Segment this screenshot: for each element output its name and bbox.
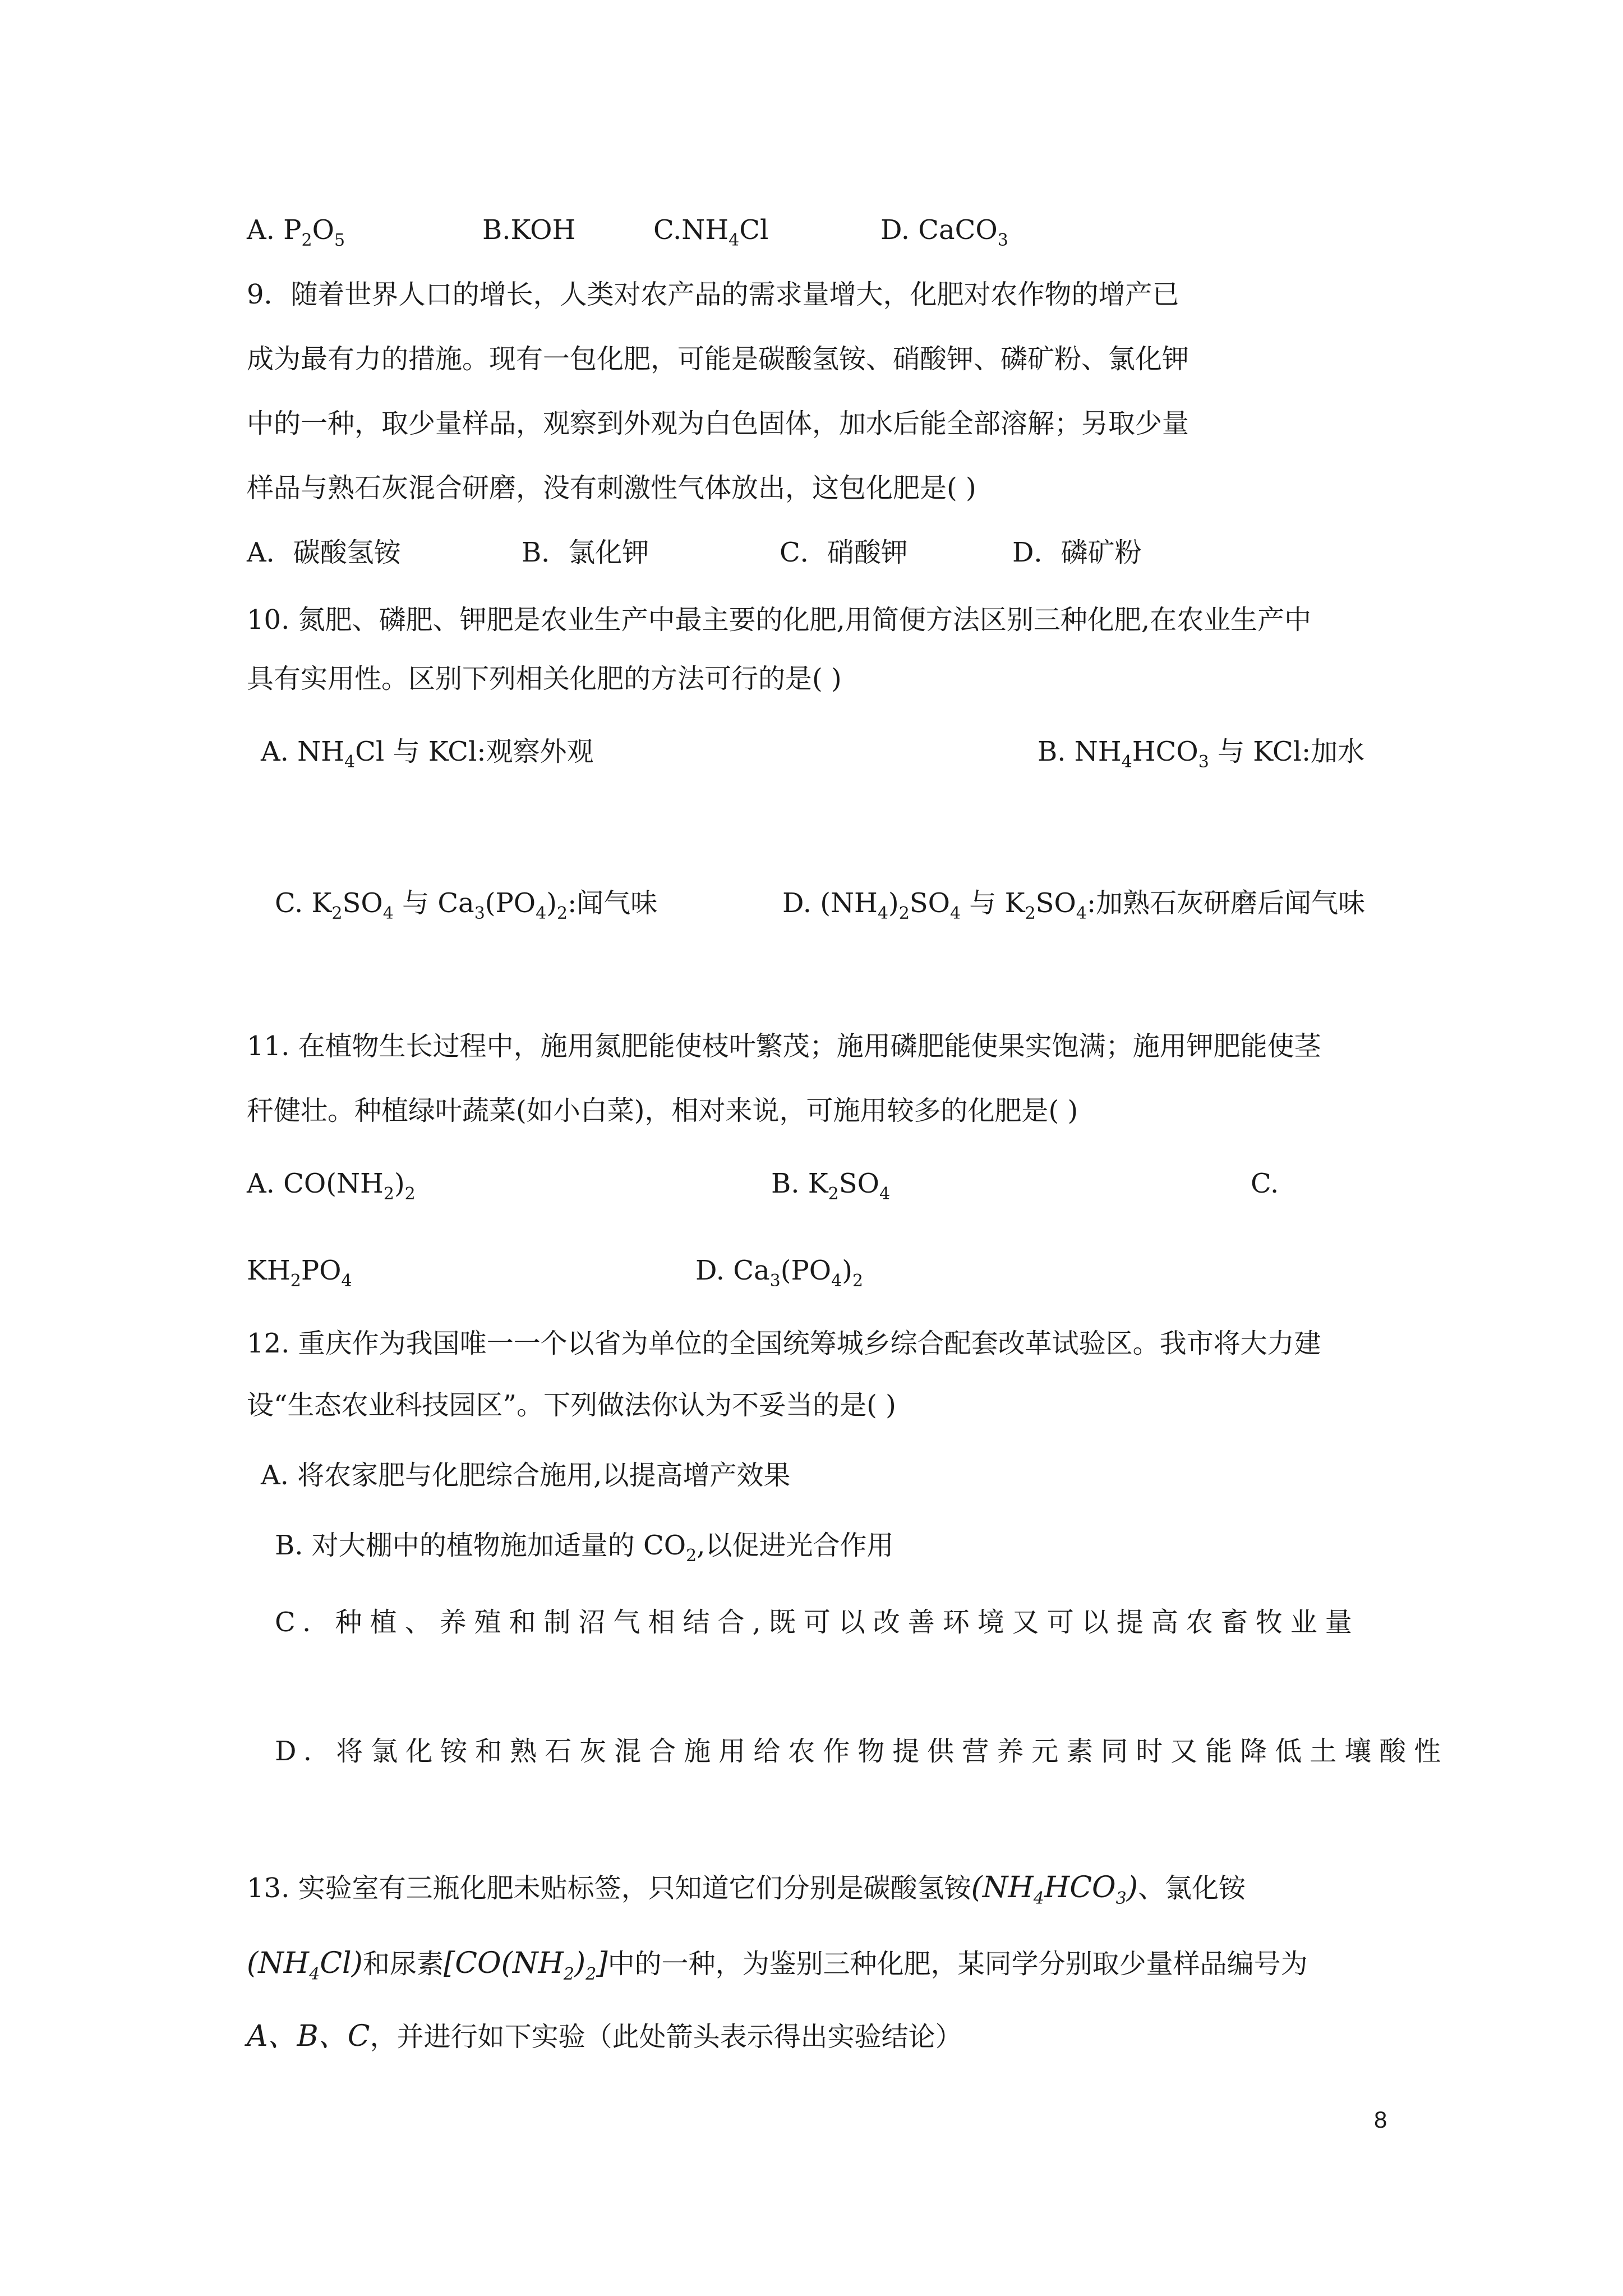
q11-stem-line-1: 11. 在植物生长过程中，施用氮肥能使枝叶繁茂；施用磷肥能使果实饱满；施用钾肥能使茎 <box>247 1030 1321 1062</box>
q8-options <box>247 213 345 250</box>
q10-option-d: D. $(NH_4)_2SO_4$ 与 $K_2SO_4$:加熟石灰研磨后闻气味 <box>782 887 1366 923</box>
q11-option-c-formula: $KH_2PO_4$ <box>247 1255 352 1291</box>
q11-stem-line-2: 秆健壮。种植绿叶蔬菜(如小白菜)，相对来说，可施用较多的化肥是( ) <box>247 1095 1078 1126</box>
q11-option-a: A. $CO(NH_2)_2$ <box>247 1168 416 1204</box>
q9-stem-line-3: 中的一种，取少量样品，观察到外观为白色固体，加水后能全部溶解；另取少量 <box>247 408 1189 439</box>
q12-option-c: C. 种植、养殖和制沼气相结合,既可以改善环境又可以提高农畜牧业量 <box>275 1607 1360 1638</box>
q10-stem-line-2: 具有实用性。区别下列相关化肥的方法可行的是( ) <box>247 663 842 694</box>
q11-option-c-label: C. <box>1251 1168 1279 1199</box>
q9-stem-line-1: 9．随着世界人口的增长，人类对农产品的需求量增大，化肥对农作物的增产已 <box>247 279 1179 310</box>
q8-option-b: B.KOH <box>482 214 576 246</box>
q12-stem-line-2: 设“生态农业科技园区”。下列做法你认为不妥当的是( ) <box>247 1389 896 1421</box>
q10-option-a: A. $NH_4Cl$ 与 KCl:观察外观 <box>261 736 594 772</box>
q11-option-d: D. $Ca_3(PO_4)_2$ <box>695 1255 864 1291</box>
q10-option-b: B. $NH_4HCO_3$ 与 KCl:加水 <box>1038 736 1365 772</box>
q9-option-a: A．碳酸氢铵 <box>247 537 401 568</box>
q10-option-c: C. $K_2SO_4$ 与 $Ca_3(PO_4)_2$:闻气味 <box>275 887 658 923</box>
q12-option-b: B. 对大棚中的植物施加适量的 $CO_2$,以促进光合作用 <box>275 1530 894 1566</box>
q9-option-b: B．氯化钾 <box>522 537 649 568</box>
q10-stem-line-1: 10. 氮肥、磷肥、钾肥是农业生产中最主要的化肥,用简便方法区别三种化肥,在农业生产中 <box>247 604 1312 636</box>
q8-option-d: D. CaCO$_3$ <box>880 214 1008 250</box>
q9-option-d: D．磷矿粉 <box>1012 537 1142 568</box>
q12-option-a: A. 将农家肥与化肥综合施用,以提高增产效果 <box>261 1460 791 1491</box>
q8-option-a: A. $P_2O_5$ <box>247 214 345 250</box>
q9-option-c: C．硝酸钾 <box>780 537 908 568</box>
q13-stem-line-3: A、B、C，并进行如下实验（此处箭头表示得出实验结论） <box>247 2019 962 2053</box>
page-number: 8 <box>1374 2106 1387 2133</box>
q12-option-d: D. 将氯化铵和熟石灰混合施用给农作物提供营养元素同时又能降低土壤酸性 <box>275 1736 1449 1767</box>
q13-stem-line-1: 13. 实验室有三瓶化肥未贴标签，只知道它们分别是碳酸氢铵$(NH_4HCO_3)$、氯化铵 <box>247 1871 1246 1908</box>
q12-stem-line-1: 12. 重庆作为我国唯一一个以省为单位的全国统筹城乡综合配套改革试验区。我市将大力建 <box>247 1328 1321 1359</box>
q9-stem-line-4: 样品与熟石灰混合研磨，没有刺激性气体放出，这包化肥是( ) <box>247 472 976 504</box>
q8-option-c: $C.NH_4Cl$ <box>653 214 769 250</box>
q13-stem-line-2: $(NH_4Cl)$和尿素$[CO(NH_2)_2]$中的一种，为鉴别三种化肥，某同学分别取少量样品编号为 <box>247 1947 1308 1984</box>
q9-stem-line-2: 成为最有力的措施。现有一包化肥，可能是碳酸氢铵、硝酸钾、磷矿粉、氯化钾 <box>247 343 1189 375</box>
q11-option-b: B. $K_2SO_4$ <box>771 1168 891 1204</box>
